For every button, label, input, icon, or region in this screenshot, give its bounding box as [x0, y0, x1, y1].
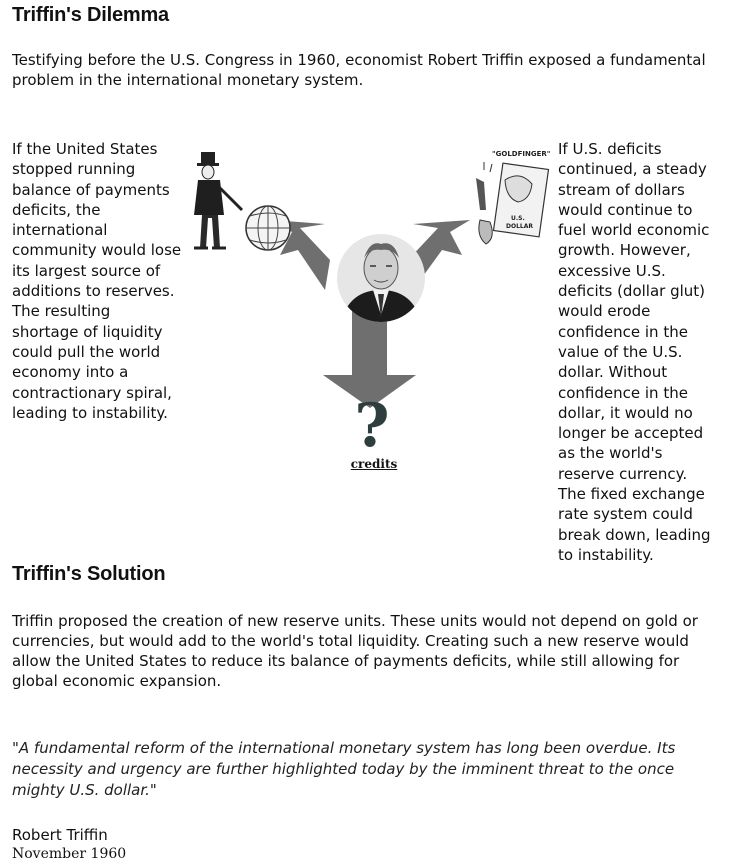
left-scenario-text: [12, 139, 202, 423]
scenario-line: The fixed exchange: [558, 485, 705, 504]
scenario-line: rate system could: [558, 505, 693, 524]
dilemma-diagram: [180, 140, 560, 460]
uncle-sam-cartoon: [194, 152, 242, 248]
scenario-line: growth. However,: [558, 241, 691, 260]
scenario-line: stream of dollars: [558, 180, 685, 199]
solution-heading: Triffin's Solution: [12, 563, 166, 585]
goldfinger-cartoon: [476, 150, 550, 244]
scenario-line: reserve currency.: [558, 464, 688, 483]
scenario-line: could pull the world: [12, 342, 161, 361]
right-scenario-text: [558, 139, 728, 565]
scenario-line: If U.S. deficits: [558, 140, 662, 158]
svg-text:DOLLAR: DOLLAR: [506, 223, 533, 230]
scenario-line: to instability.: [558, 545, 654, 564]
scenario-line: confidence in the: [558, 322, 688, 341]
question-mark: ?: [354, 391, 390, 460]
scenario-line: break down, leading: [558, 525, 711, 544]
scenario-line: its largest source of: [12, 261, 161, 280]
scenario-line: community would lose: [12, 241, 182, 260]
quote-date: November 1960: [12, 846, 127, 862]
scenario-line: as the world's: [558, 444, 663, 463]
scenario-line: If the United States: [12, 140, 158, 158]
scenario-line: leading to instability.: [12, 403, 168, 422]
quote-author: Robert Triffin: [12, 826, 108, 844]
scenario-line: dollar, it would no: [558, 403, 693, 422]
scenario-line: continued, a steady: [558, 160, 707, 179]
scenario-line: dollar. Without: [558, 363, 668, 382]
globe-icon: [246, 206, 290, 250]
scenario-line: deficits (dollar glut): [558, 282, 706, 301]
scenario-line: international: [12, 221, 108, 240]
credits-link[interactable]: credits: [350, 457, 398, 471]
scenario-line: would continue to: [558, 200, 693, 219]
scenario-line: excessive U.S.: [558, 261, 666, 280]
svg-text:"GOLDFINGER": "GOLDFINGER": [492, 150, 551, 158]
scenario-line: balance of payments: [12, 180, 170, 199]
scenario-line: value of the U.S.: [558, 342, 683, 361]
scenario-line: deficits, the: [12, 200, 101, 219]
scenario-line: longer be accepted: [558, 424, 704, 443]
triffin-portrait: [337, 234, 425, 325]
scenario-line: fuel world economic: [558, 221, 710, 240]
solution-body: Triffin proposed the creation of new reserve units. These units would not depend on gold or currencies, but would add to the world's total liquidity. Creating such a new reserve would allow the United States to reduce its balance of payments deficits, while still allowing for global economic expansion.: [12, 612, 698, 690]
dilemma-intro: Testifying before the U.S. Congress in 1960, economist Robert Triffin exposed a fundamental problem in the international monetary system.: [12, 51, 706, 89]
scenario-line: economy into a: [12, 363, 129, 382]
scenario-line: additions to reserves.: [12, 282, 175, 301]
scenario-line: stopped running: [12, 160, 136, 179]
scenario-line: contractionary spiral,: [12, 383, 172, 402]
svg-text:U.S.: U.S.: [511, 215, 525, 222]
scenario-line: shortage of liquidity: [12, 322, 163, 341]
scenario-line: confidence in the: [558, 383, 688, 402]
dilemma-heading: Triffin's Dilemma: [12, 4, 169, 26]
triffin-quote: "A fundamental reform of the international monetary system has long been overdue. Its necessity and urgency are further highlighted today by the imminent threat to the once mighty U.S. dollar.": [12, 739, 676, 799]
scenario-line: The resulting: [12, 302, 111, 321]
scenario-line: would erode: [558, 302, 651, 321]
